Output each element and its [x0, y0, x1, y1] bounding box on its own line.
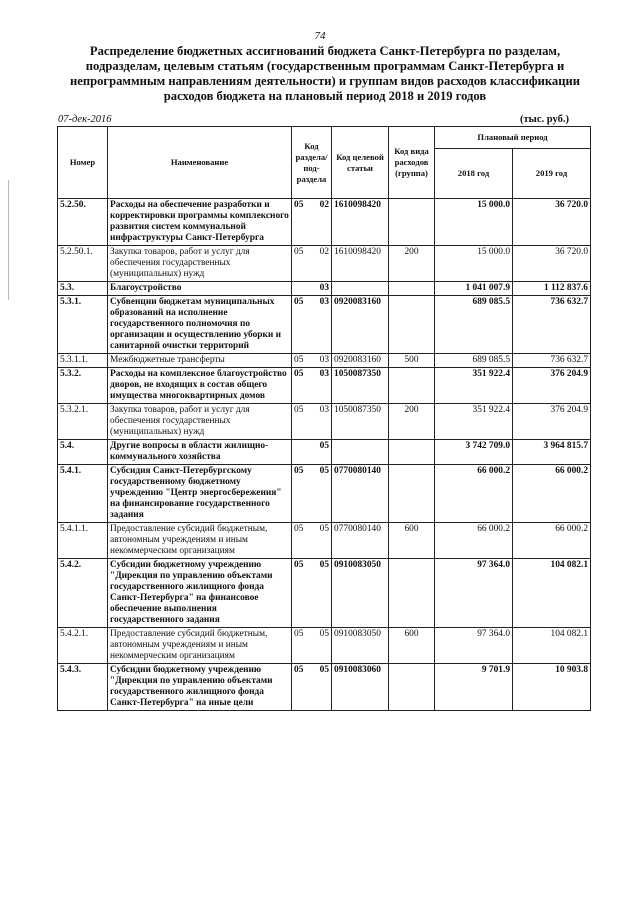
row-amount-2018: 351 922.4 [435, 404, 513, 440]
table-row [58, 282, 591, 296]
row-type-code: 500 [389, 354, 435, 368]
row-amount-2018: 1 041 007.9 [435, 282, 513, 296]
row-number: 5.3.2. [58, 368, 108, 404]
row-subsection: 03 [319, 405, 329, 415]
row-target-code: 1610098420 [332, 199, 389, 246]
row-name: Другие вопросы в области жилищно-коммунального хозяйства [108, 440, 292, 465]
row-type-code [389, 368, 435, 404]
row-type-code [389, 296, 435, 354]
row-amount-2019: 104 082.1 [513, 628, 591, 664]
row-amount-2019: 36 720.0 [513, 199, 591, 246]
row-amount-2019: 736 632.7 [513, 354, 591, 368]
row-amount-2019: 1 112 837.6 [513, 282, 591, 296]
row-section-code [292, 404, 332, 440]
row-number: 5.2.50.1. [58, 246, 108, 282]
row-target-code: 0770080140 [332, 465, 389, 523]
header-plan-period: Плановый период [435, 127, 591, 149]
row-amount-2018: 15 000.0 [435, 199, 513, 246]
row-amount-2018: 66 000.2 [435, 523, 513, 559]
header-type-code: Код вида расходов (группа) [389, 127, 435, 199]
document-date: 07-дек-2016 [58, 114, 112, 125]
row-section: 05 [294, 524, 304, 534]
row-name: Предоставление субсидий бюджетным, автономным учреждениям и иным некоммерческим организациям [108, 628, 292, 664]
row-section-code [292, 559, 332, 628]
row-subsection: 05 [319, 665, 329, 675]
row-amount-2019: 10 903.8 [513, 664, 591, 711]
header-name: Наименование [108, 127, 292, 199]
row-subsection: 03 [319, 297, 329, 307]
table-row [58, 404, 591, 440]
table-row [58, 523, 591, 559]
table-row [58, 246, 591, 282]
units-label: (тыс. руб.) [520, 114, 569, 125]
budget-table [57, 126, 591, 711]
row-section: 05 [294, 466, 304, 476]
row-subsection: 05 [319, 629, 329, 639]
row-subsection: 03 [319, 283, 329, 293]
row-number: 5.3.1.1. [58, 354, 108, 368]
row-type-code [389, 465, 435, 523]
row-number: 5.3.2.1. [58, 404, 108, 440]
row-amount-2019: 66 000.2 [513, 523, 591, 559]
row-amount-2018: 3 742 709.0 [435, 440, 513, 465]
row-number: 5.4.2. [58, 559, 108, 628]
table-row [58, 199, 591, 246]
header-year-2019: 2019 год [513, 149, 591, 199]
row-subsection: 03 [319, 369, 329, 379]
row-number: 5.4.1.1. [58, 523, 108, 559]
page-number: 74 [314, 30, 326, 42]
row-section-code [292, 440, 332, 465]
row-name: Субсидии бюджетному учреждению "Дирекция по управлению объектами государственного жилищного фонда Санкт-Петербурга" на иные цели [108, 664, 292, 711]
row-amount-2018: 15 000.0 [435, 246, 513, 282]
table-row [58, 296, 591, 354]
row-amount-2019: 376 204.9 [513, 404, 591, 440]
row-amount-2018: 689 085.5 [435, 296, 513, 354]
row-amount-2018: 66 000.2 [435, 465, 513, 523]
row-section-code [292, 199, 332, 246]
row-name: Закупка товаров, работ и услуг для обеспечения государственных (муниципальных) нужд [108, 246, 292, 282]
row-type-code: 200 [389, 404, 435, 440]
row-number: 5.2.50. [58, 199, 108, 246]
row-target-code: 1050087350 [332, 404, 389, 440]
row-type-code [389, 559, 435, 628]
row-section: 05 [294, 200, 304, 210]
row-section: 05 [294, 297, 304, 307]
row-name: Субвенции бюджетам муниципальных образований на исполнение государственного полномочия по организации и осуществлению уборки и санитарной очистки территорий [108, 296, 292, 354]
row-section-code [292, 465, 332, 523]
row-number: 5.3. [58, 282, 108, 296]
row-amount-2018: 351 922.4 [435, 368, 513, 404]
row-name: Закупка товаров, работ и услуг для обеспечения государственных (муниципальных) нужд [108, 404, 292, 440]
row-section-code [292, 523, 332, 559]
row-section: 05 [294, 560, 304, 570]
row-target-code: 0770080140 [332, 523, 389, 559]
row-target-code: 0920083160 [332, 296, 389, 354]
row-type-code [389, 282, 435, 296]
row-number: 5.3.1. [58, 296, 108, 354]
row-target-code: 0920083160 [332, 354, 389, 368]
row-section: 05 [294, 369, 304, 379]
row-number: 5.4. [58, 440, 108, 465]
row-target-code [332, 440, 389, 465]
row-number: 5.4.2.1. [58, 628, 108, 664]
row-section: 05 [294, 629, 304, 639]
row-number: 5.4.3. [58, 664, 108, 711]
row-name: Субсидии бюджетному учреждению "Дирекция по управлению объектами государственного жилищного фонда Санкт-Петербурга" на финансовое обеспечение выполнения государственного задания [108, 559, 292, 628]
header-year-2018: 2018 год [435, 149, 513, 199]
row-subsection: 02 [319, 247, 329, 257]
row-amount-2018: 9 701.9 [435, 664, 513, 711]
row-amount-2018: 97 364.0 [435, 628, 513, 664]
row-name: Межбюджетные трансферты [108, 354, 292, 368]
row-subsection: 02 [319, 200, 329, 210]
table-row [58, 440, 591, 465]
row-type-code: 200 [389, 246, 435, 282]
table-row [58, 368, 591, 404]
margin-mark [8, 180, 9, 300]
row-section-code [292, 246, 332, 282]
row-amount-2019: 3 964 815.7 [513, 440, 591, 465]
row-subsection: 03 [319, 355, 329, 365]
row-section: 05 [294, 665, 304, 675]
table-row [58, 465, 591, 523]
document-title: Распределение бюджетных ассигнований бюджета Санкт-Петербурга по разделам, подразделам, целевым статьям (государственным программам Санкт-Петербурга и непрограммным направлениям деятельности) и группам видов расходов классификации расходов бюджета на плановый период 2018 и 2019 годов [70, 44, 580, 103]
table-row [58, 354, 591, 368]
row-section: 05 [294, 247, 304, 257]
row-amount-2018: 689 085.5 [435, 354, 513, 368]
row-subsection: 05 [319, 560, 329, 570]
row-target-code: 1610098420 [332, 246, 389, 282]
row-section: 05 [294, 355, 304, 365]
row-name: Предоставление субсидий бюджетным, автономным учреждениям и иным некоммерческим организациям [108, 523, 292, 559]
table-row [58, 559, 591, 628]
row-number: 5.4.1. [58, 465, 108, 523]
row-subsection: 05 [319, 524, 329, 534]
row-type-code: 600 [389, 628, 435, 664]
row-subsection: 05 [319, 466, 329, 476]
row-target-code: 1050087350 [332, 368, 389, 404]
row-name: Расходы на обеспечение разработки и корректировки программы комплексного развития систем коммунальной инфраструктуры Санкт-Петербурга [108, 199, 292, 246]
row-amount-2019: 66 000.2 [513, 465, 591, 523]
row-section: 05 [294, 405, 304, 415]
row-section-code [292, 282, 332, 296]
row-amount-2019: 104 082.1 [513, 559, 591, 628]
row-target-code [332, 282, 389, 296]
row-target-code: 0910083050 [332, 628, 389, 664]
row-amount-2019: 376 204.9 [513, 368, 591, 404]
row-section-code [292, 628, 332, 664]
row-type-code [389, 199, 435, 246]
row-subsection: 05 [319, 441, 329, 451]
row-section-code [292, 354, 332, 368]
row-amount-2019: 736 632.7 [513, 296, 591, 354]
row-section-code [292, 296, 332, 354]
row-section-code [292, 368, 332, 404]
row-type-code [389, 440, 435, 465]
row-type-code [389, 664, 435, 711]
row-name: Субсидия Санкт-Петербургскому государственному бюджетному учреждению "Центр энергосбережения" на финансирование государственного задания [108, 465, 292, 523]
row-name: Расходы на комплексное благоустройство дворов, не входящих в состав общего имущества многоквартирных домов [108, 368, 292, 404]
row-type-code: 600 [389, 523, 435, 559]
row-amount-2018: 97 364.0 [435, 559, 513, 628]
row-name: Благоустройство [108, 282, 292, 296]
table-row [58, 664, 591, 711]
row-target-code: 0910083060 [332, 664, 389, 711]
table-row [58, 628, 591, 664]
row-target-code: 0910083050 [332, 559, 389, 628]
header-target-code: Код целевой статьи [332, 127, 389, 199]
row-amount-2019: 36 720.0 [513, 246, 591, 282]
row-section-code [292, 664, 332, 711]
header-number: Номер [58, 127, 108, 199]
header-section-code: Код раздела/ под-раздела [292, 127, 332, 199]
